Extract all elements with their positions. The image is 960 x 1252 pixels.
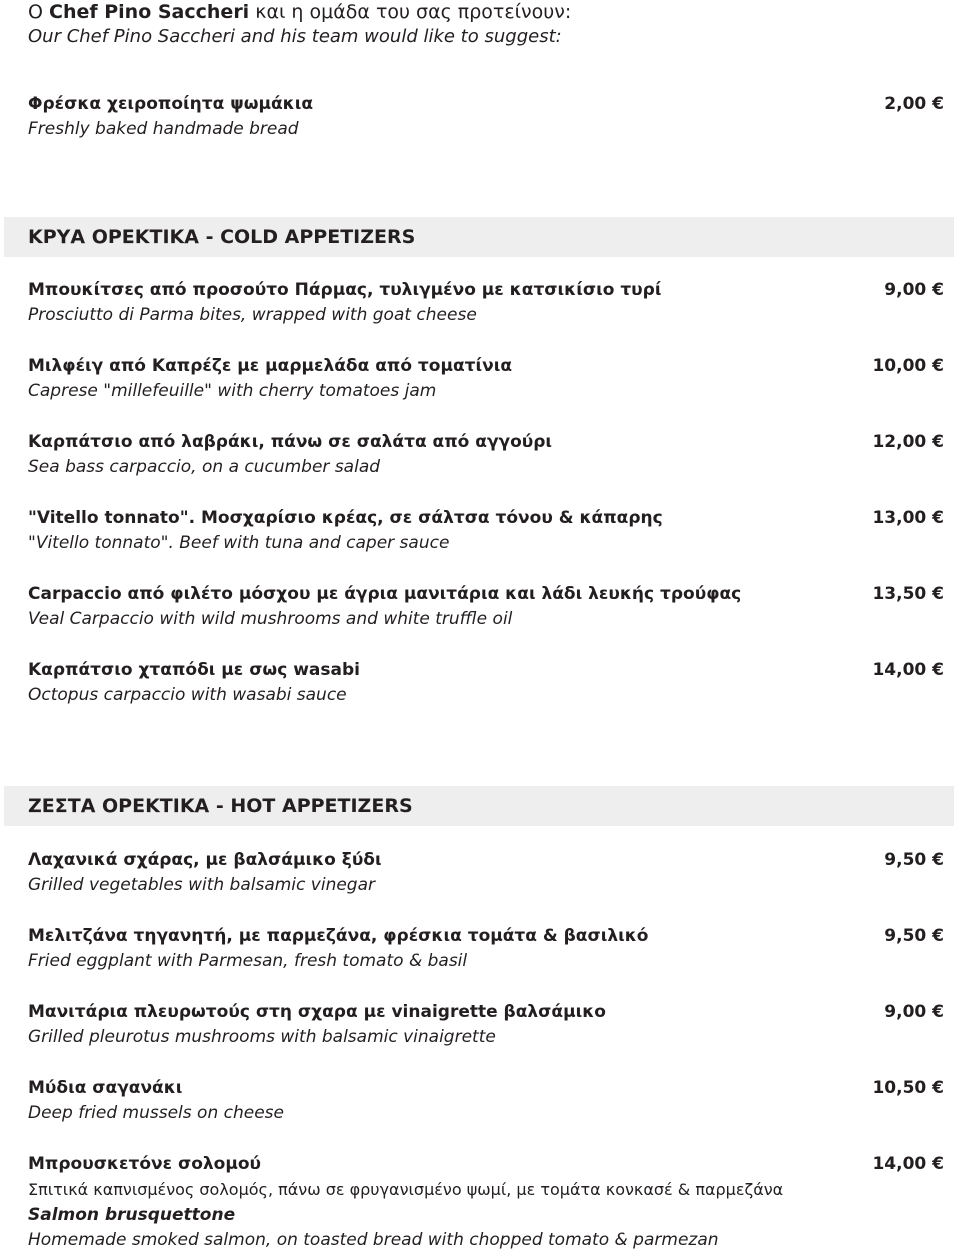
item-english: Caprese "millefeuille" with cherry tomatoes jam xyxy=(28,381,437,401)
item-price: 13,50 € xyxy=(872,584,944,604)
item-english: Salmon brusquettone xyxy=(28,1205,236,1225)
hot-appetizers-header xyxy=(4,786,954,826)
item-english: Deep fried mussels on cheese xyxy=(28,1103,284,1123)
item-greek: Λαχανικά σχάρας, με βαλσάμικο ξύδι xyxy=(28,850,382,870)
item-price: 14,00 € xyxy=(872,660,944,680)
item-price: 12,00 € xyxy=(872,432,944,452)
item-price: 10,50 € xyxy=(872,1078,944,1098)
item-price: 14,00 € xyxy=(872,1154,944,1174)
item-greek: Μπρουσκετόνε σολομού xyxy=(28,1154,261,1174)
intro-greek-prefix: Ο xyxy=(28,1,49,23)
item-greek: "Vitello tonnato". Μοσχαρίσιο κρέας, σε σάλτσα τόνου & κάπαρης xyxy=(28,508,663,528)
section-title: ΚΡΥΑ ΟΡΕΚΤΙΚΑ - COLD APPETIZERS xyxy=(28,226,416,248)
item-greek: Μπουκίτσες από προσούτο Πάρμας, τυλιγμένο με κατσικίσιο τυρί xyxy=(28,280,662,300)
item-english: "Vitello tonnato". Beef with tuna and caper sauce xyxy=(28,533,450,553)
item-english: Fried eggplant with Parmesan, fresh tomato & basil xyxy=(28,951,468,971)
item-greek: Carpaccio από φιλέτο μόσχου με άγρια μανιτάρια και λάδι λευκής τρούφας xyxy=(28,584,742,604)
menu-item xyxy=(28,430,944,482)
menu-item xyxy=(28,1076,944,1128)
item-greek: Μιλφέιγ από Καπρέζε με μαρμελάδα από τοματίνια xyxy=(28,356,512,376)
item-greek: Καρπάτσιο χταπόδι με σως wasabi xyxy=(28,660,360,680)
item-greek: Μανιτάρια πλευρωτούς στη σχαρα με vinaigrette βαλσάμικο xyxy=(28,1002,606,1022)
intro-greek xyxy=(28,0,571,24)
item-price: 9,00 € xyxy=(884,280,944,300)
intro-english: Our Chef Pino Saccheri and his team would like to suggest: xyxy=(28,26,562,47)
menu-item xyxy=(28,582,944,634)
menu-item xyxy=(28,278,944,330)
item-english: Octopus carpaccio with wasabi sauce xyxy=(28,685,347,705)
item-price: 13,00 € xyxy=(872,508,944,528)
item-greek-description: Σπιτικά καπνισμένος σολομός, πάνω σε φρυγανισμένο ψωμί, με τομάτα κονκασέ & παρμεζάνα xyxy=(28,1180,784,1199)
menu-item xyxy=(28,506,944,558)
bread-item xyxy=(28,92,944,144)
item-english: Freshly baked handmade bread xyxy=(28,119,299,139)
menu-item xyxy=(28,1000,944,1052)
menu-item xyxy=(28,848,944,900)
item-english: Grilled pleurotus mushrooms with balsamic vinaigrette xyxy=(28,1027,496,1047)
item-price: 9,50 € xyxy=(884,926,944,946)
menu-item xyxy=(28,924,944,976)
section-title: ΖΕΣΤΑ ΟΡΕΚΤΙΚΑ - HOT APPETIZERS xyxy=(28,795,413,817)
menu-item xyxy=(28,354,944,406)
item-english: Sea bass carpaccio, on a cucumber salad xyxy=(28,457,381,477)
item-price: 10,00 € xyxy=(872,356,944,376)
chef-name: Chef Pino Saccheri xyxy=(49,1,250,23)
salmon-brusquettone-item xyxy=(28,1152,944,1252)
item-greek: Μύδια σαγανάκι xyxy=(28,1078,183,1098)
item-price: 9,50 € xyxy=(884,850,944,870)
item-greek: Φρέσκα χειροποίητα ψωμάκια xyxy=(28,94,314,114)
menu-item xyxy=(28,658,944,710)
cold-appetizers-header xyxy=(4,217,954,257)
intro-greek-suffix: και η ομάδα του σας προτείνουν: xyxy=(249,1,572,23)
item-greek: Καρπάτσιο από λαβράκι, πάνω σε σαλάτα από αγγούρι xyxy=(28,432,553,452)
item-english: Prosciutto di Parma bites, wrapped with goat cheese xyxy=(28,305,477,325)
item-price: 9,00 € xyxy=(884,1002,944,1022)
item-price: 2,00 € xyxy=(884,94,944,114)
item-english-description: Homemade smoked salmon, on toasted bread with chopped tomato & parmezan xyxy=(28,1230,719,1250)
item-english: Veal Carpaccio with wild mushrooms and white truffle oil xyxy=(28,609,513,629)
item-greek: Μελιτζάνα τηγανητή, με παρμεζάνα, φρέσκια τομάτα & βασιλικό xyxy=(28,926,649,946)
item-english: Grilled vegetables with balsamic vinegar xyxy=(28,875,375,895)
